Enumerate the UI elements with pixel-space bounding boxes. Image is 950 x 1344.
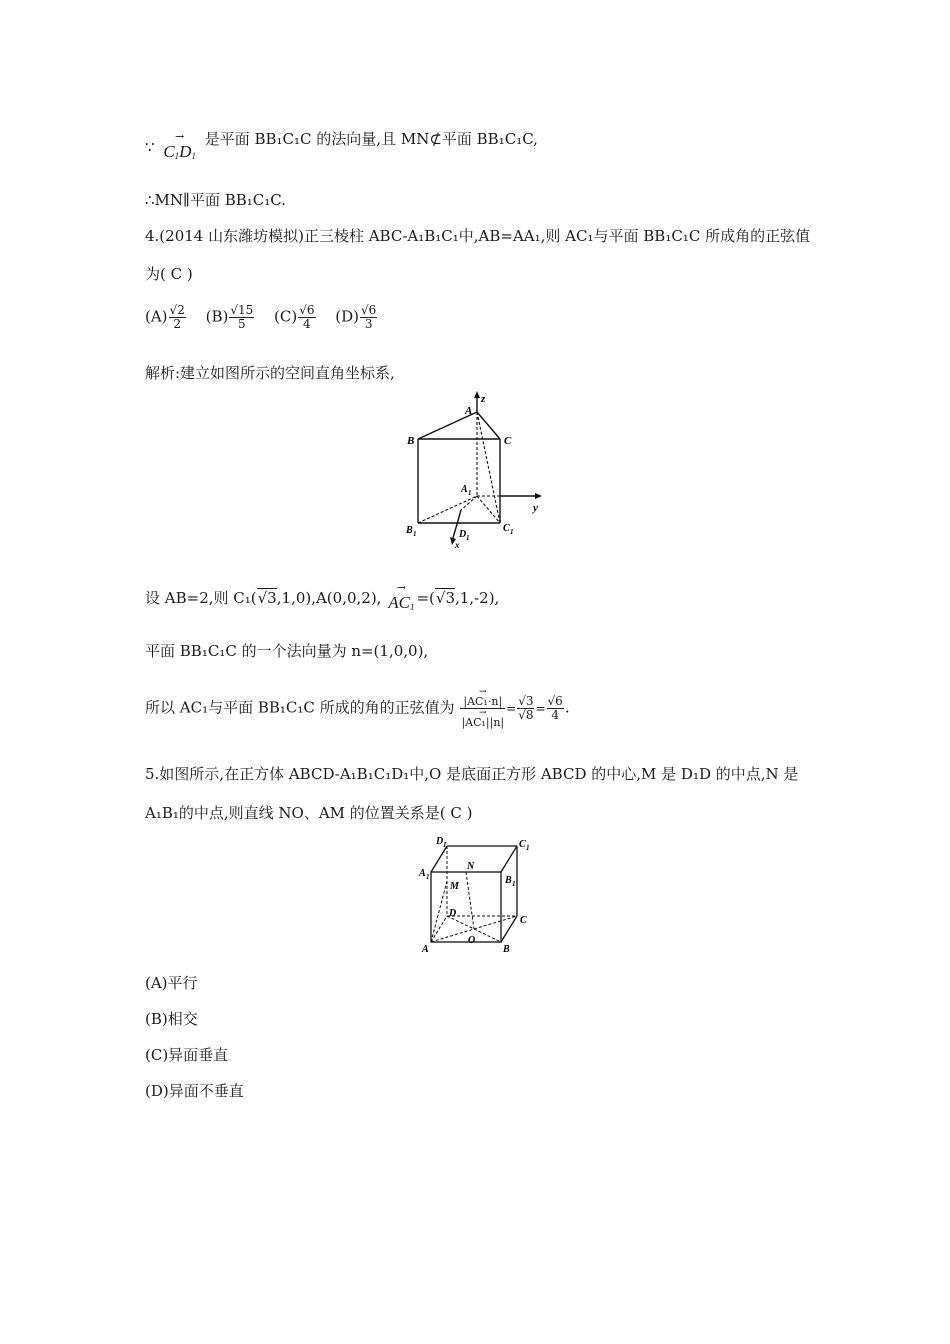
edge-a1b1 bbox=[418, 496, 477, 523]
label-d1: D bbox=[459, 529, 467, 540]
segment-ac1 bbox=[477, 412, 500, 523]
sine-text: 所以 AC₁与平面 BB₁C₁C 所成的角的正弦值为 bbox=[145, 698, 455, 717]
label-b1: B bbox=[505, 875, 512, 886]
q5-option-d: (D)异面不垂直 bbox=[145, 1082, 244, 1100]
label-sub: 1 bbox=[526, 844, 530, 852]
sqrt3-over-sqrt8: $\frac{√3}{√8}$ bbox=[518, 694, 534, 722]
label-a: A bbox=[422, 944, 429, 955]
label-z: z bbox=[481, 393, 486, 405]
q5-option-a: (A)平行 bbox=[145, 974, 198, 992]
label-b: B bbox=[503, 944, 510, 955]
because-line bbox=[145, 129, 538, 165]
vector-sub: 1 bbox=[174, 151, 180, 161]
y-arrow-icon bbox=[535, 493, 542, 499]
vector-sub: 1 bbox=[191, 151, 196, 161]
label-a1: A bbox=[419, 868, 426, 879]
z-arrow-icon bbox=[474, 391, 480, 398]
q4-analysis: 解析:建立如图所示的空间直角坐标系, bbox=[145, 364, 395, 382]
sqrt6-over-4: $\frac{√6}{4}$ bbox=[547, 694, 563, 722]
q5-stem-cont: A₁B₁的中点,则直线 NO、AM 的位置关系是( C ) bbox=[145, 804, 473, 822]
because-symbol: ∵ bbox=[145, 138, 155, 156]
label-sub: 1 bbox=[443, 841, 447, 849]
label-x: x bbox=[455, 540, 460, 550]
label-m: M bbox=[450, 881, 459, 892]
q4-option-c: (C) $\frac{√6}{4}$ bbox=[274, 303, 315, 331]
label-sub: 1 bbox=[426, 873, 430, 881]
sine-fraction: → |AC₁·n| → |AC₁||n| bbox=[461, 687, 505, 729]
q4-normal-line: 平面 BB₁C₁C 的一个法向量为 n=(1,0,0), bbox=[145, 642, 429, 660]
because-text: 是平面 BB₁C₁C 的法向量,且 MN⊄平面 BB₁C₁C, bbox=[204, 130, 538, 148]
q4-option-b: (B) $\frac{√15}{5}$ bbox=[205, 303, 254, 331]
setup-text: ,1,0),A(0,0,2), bbox=[276, 589, 382, 607]
sqrt3: √3 bbox=[435, 589, 455, 607]
q4-sine-line: 所以 AC₁与平面 BB₁C₁C 所成的角的正弦值为 → |AC₁·n| → |AC₁||n| = $\frac{√3}{√8}$ = $\frac{√6}{4}$ . bbox=[145, 687, 570, 729]
label-d: D bbox=[449, 908, 457, 919]
vector-ac1: → $AC_1$ bbox=[388, 581, 415, 612]
q4-option-a: (A) $\frac{√2}{2}$ bbox=[145, 303, 185, 331]
cube-figure bbox=[415, 832, 540, 957]
label-n: N bbox=[467, 861, 475, 872]
q5-stem: 5.如图所示,在正方体 ABCD-A₁B₁C₁D₁中,O 是底面正方形 ABCD 的中心,M 是 D₁D 的中点,N 是 bbox=[145, 765, 799, 783]
q4-stem: 4.(2014 山东潍坊模拟)正三棱柱 ABC-A₁B₁C₁中,AB=AA₁,则 AC₁与平面 BB₁C₁C 所成角的正弦值 bbox=[145, 227, 811, 245]
label-c1: C bbox=[503, 523, 510, 534]
label-d1: D bbox=[436, 836, 444, 847]
segment-no bbox=[466, 872, 474, 929]
vector-letter-c: C bbox=[163, 142, 175, 161]
label-a1: A bbox=[461, 484, 468, 495]
label-sub: 1 bbox=[466, 534, 470, 542]
sqrt3: √3 bbox=[257, 589, 277, 607]
label-a: A bbox=[465, 405, 473, 417]
label-b1: B bbox=[406, 525, 413, 536]
vector-arrow: → bbox=[175, 130, 185, 143]
setup-text: ,1,-2), bbox=[455, 589, 500, 607]
edge-a1c1 bbox=[477, 496, 500, 523]
segment-am bbox=[431, 881, 447, 942]
label-c: C bbox=[504, 435, 512, 447]
label-c: C bbox=[520, 915, 527, 926]
setup-text: =( bbox=[416, 589, 435, 607]
prism-figure bbox=[395, 388, 555, 553]
label-sub: 1 bbox=[510, 528, 514, 536]
vector-letter-d: D bbox=[179, 142, 192, 161]
q5-option-c: (C)异面垂直 bbox=[145, 1046, 229, 1064]
label-sub: 1 bbox=[512, 880, 516, 888]
label-b: B bbox=[407, 435, 415, 447]
q4-stem-cont: 为( C ) bbox=[145, 265, 193, 283]
edge-ac bbox=[477, 412, 500, 439]
label-sub: 1 bbox=[468, 489, 472, 497]
q4-options bbox=[145, 304, 392, 331]
label-o: O bbox=[468, 935, 476, 946]
vector-c1d1 bbox=[163, 131, 196, 165]
label-c1: C bbox=[519, 839, 526, 850]
label-y: y bbox=[533, 502, 538, 514]
q4-option-d: (D) $\frac{√6}{3}$ bbox=[335, 303, 377, 331]
label-sub: 1 bbox=[413, 530, 417, 538]
setup-text: 设 AB=2,则 C₁( bbox=[145, 589, 257, 607]
q4-setup-line bbox=[145, 582, 499, 616]
therefore-line: ∴MN∥平面 BB₁C₁C. bbox=[145, 191, 286, 209]
q5-option-b: (B)相交 bbox=[145, 1010, 198, 1028]
